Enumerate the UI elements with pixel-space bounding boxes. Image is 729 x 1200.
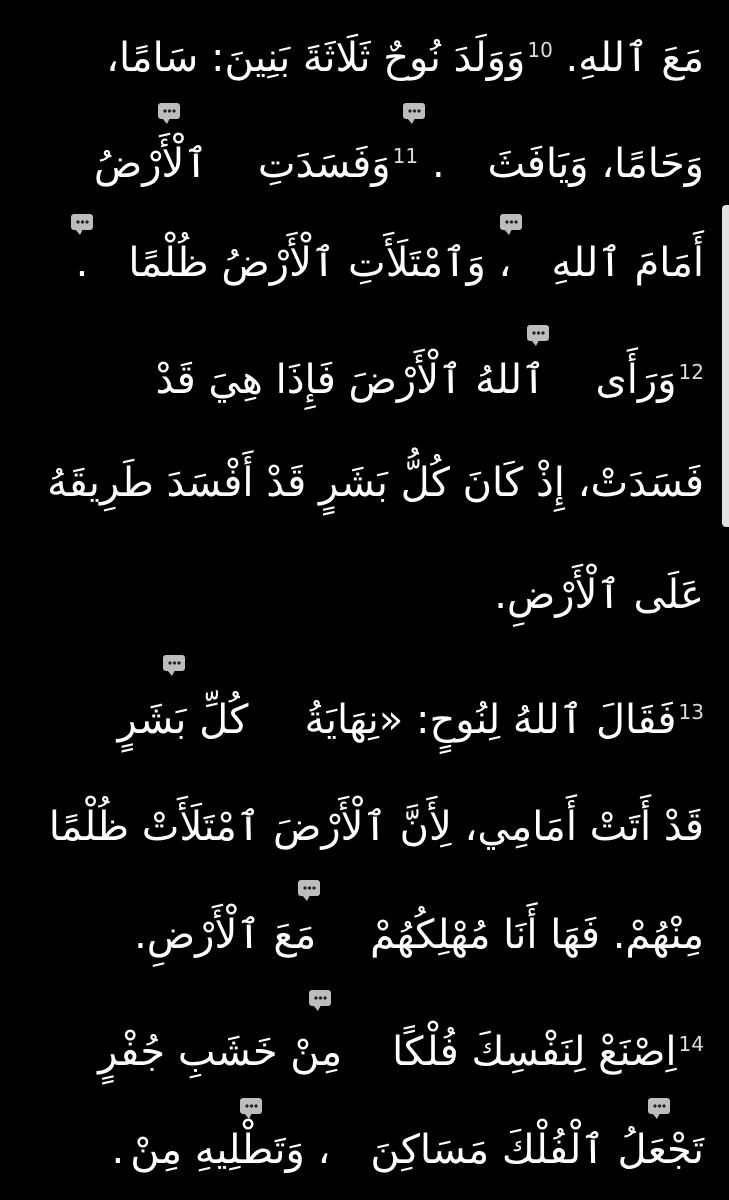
text-line [14,322,704,422]
text-line [14,1100,704,1200]
verse-text: مِنْهُمْ. فَهَا أَنَا مُهْلِكُهُمْ [370,912,704,958]
verse-text: فَقَالَ ٱللهُ لِنُوحٍ: «نِهَايَةُ [304,697,677,743]
verse-text: عَلَى ٱلْأَرْضِ. [494,572,704,618]
text-line [14,213,704,313]
verse-number[interactable]: 12 [678,360,704,384]
verse-text: وَرَأَى [595,357,677,403]
text-line [14,106,704,206]
text-line [14,777,704,877]
footnote-comment-icon[interactable] [298,880,320,896]
verse-text: وَفَسَدَتِ [257,141,391,187]
footnote-comment-icon[interactable] [500,214,522,230]
footnote-comment-icon[interactable] [527,325,549,341]
verse-text: . [111,1127,125,1173]
verse-number[interactable]: 13 [678,700,704,724]
text-line [14,433,704,533]
verse-text: فَسَدَتْ، إِذْ كَانَ كُلُّ بَشَرٍ قَدْ أَفْسَدَ طَرِيقَهُ [47,460,704,506]
text-line [14,994,704,1094]
verse-number[interactable]: 11 [392,144,419,168]
verse-text: ، وَٱمْتَلَأَتِ ٱلْأَرْضُ ظُلْمًا [128,240,512,286]
verse-text: ، وَتَطْلِيهِ مِنْ [130,1127,331,1173]
footnote-comment-icon[interactable] [158,103,180,119]
bible-reader-text [14,0,704,1200]
verse-text: تَجْعَلُ ٱلْفُلْكَ مَسَاكِنَ [370,1127,704,1173]
footnote-comment-icon[interactable] [403,103,425,119]
footnote-comment-icon[interactable] [648,1098,670,1114]
footnote-comment-icon[interactable] [71,214,93,230]
verse-text: وَحَامًا، وَيَافَثَ [487,141,704,187]
verse-text: مِنْ خَشَبِ جُفْرٍ [98,1029,343,1075]
verse-text: كُلِّ بَشَرٍ [117,697,249,743]
text-line [14,545,704,645]
text-line [14,662,704,762]
footnote-comment-icon[interactable] [240,1098,262,1114]
verse-text: وَوَلَدَ نُوحٌ ثَلَاثَةَ بَنِينَ: سَامًا، [106,35,526,81]
verse-text: قَدْ أَتَتْ أَمَامِي، لِأَنَّ ٱلْأَرْضَ ٱمْتَلَأَتْ ظُلْمًا [48,804,704,850]
text-line [14,885,704,985]
verse-number[interactable]: 14 [678,1032,704,1056]
footnote-comment-icon[interactable] [163,655,185,671]
verse-text: . [75,240,89,286]
scrollbar-handle[interactable] [722,205,729,527]
verse-text: ٱللهُ ٱلْأَرْضَ فَإِذَا هِيَ قَدْ [155,357,546,403]
verse-number[interactable]: 10 [527,38,553,62]
footnote-comment-icon[interactable] [309,990,331,1006]
verse-text: مَعَ ٱللهِ. [565,35,704,81]
verse-text: أَمَامَ ٱللهِ [551,240,704,286]
verse-text: . [432,141,458,187]
verse-text: ٱلْأَرْضُ [93,141,208,187]
verse-text: اِصْنَعْ لِنَفْسِكَ فُلْكًا [392,1029,677,1075]
text-line [14,0,704,100]
verse-text: مَعَ ٱلْأَرْضِ. [134,912,317,958]
